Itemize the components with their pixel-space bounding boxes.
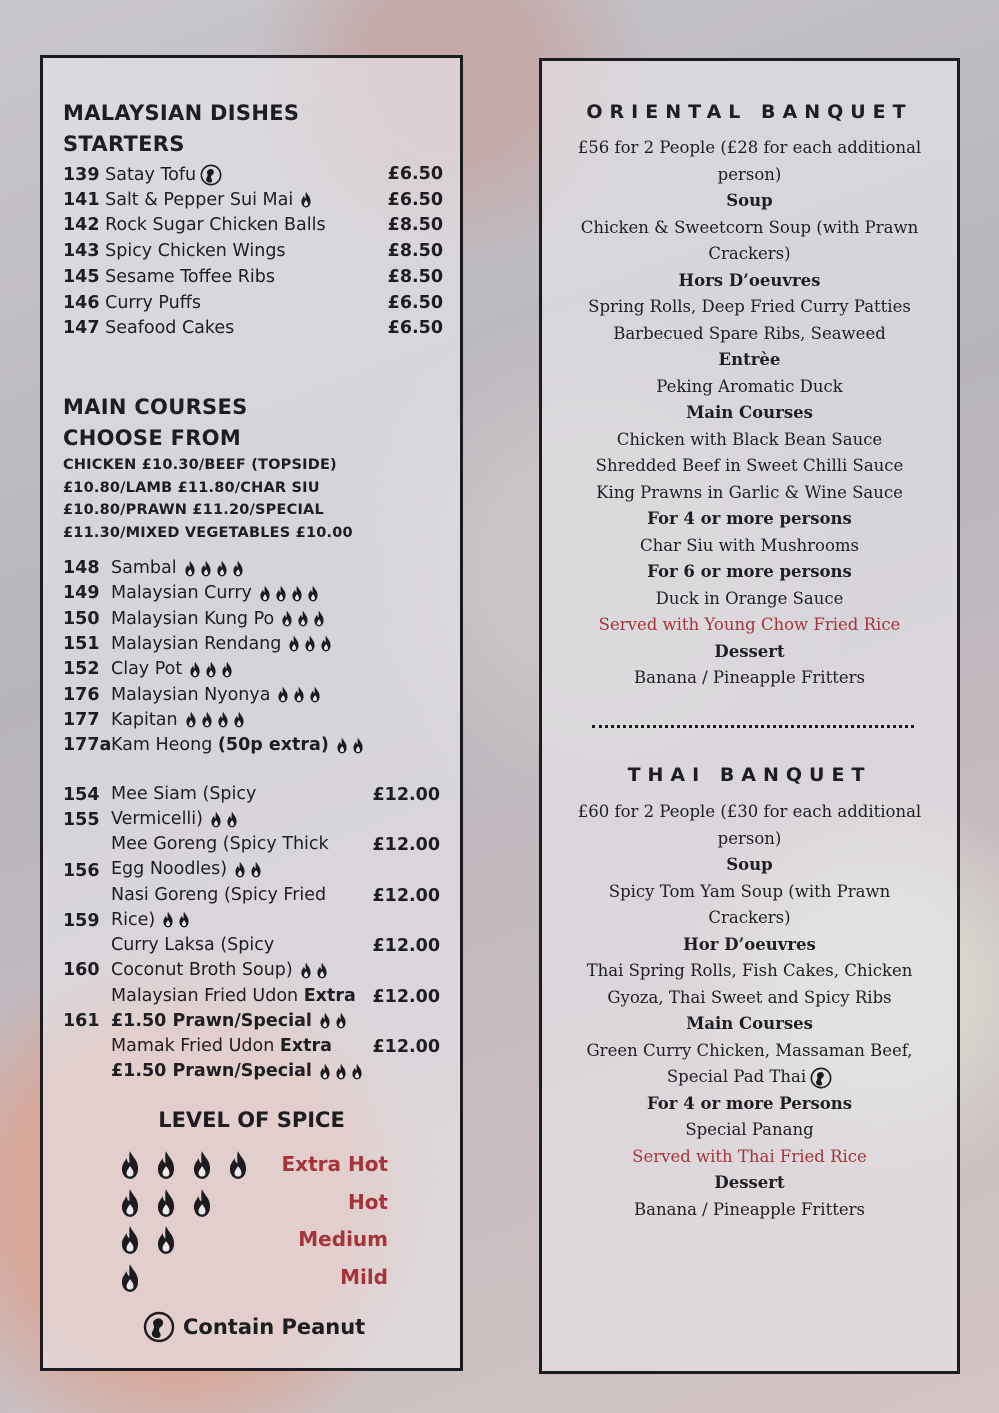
course-text: Soup bbox=[726, 855, 773, 874]
item-name-text: Curry Laksa (Spicy bbox=[111, 935, 275, 956]
item-price: £12.00 bbox=[372, 1037, 440, 1057]
flame-icon bbox=[225, 811, 239, 828]
flame-icon bbox=[161, 911, 175, 928]
starter-item bbox=[63, 267, 443, 293]
item-name-text: Malaysian Nyonya bbox=[111, 684, 271, 705]
course-line bbox=[562, 480, 937, 507]
item-name: Spicy Chicken Wings bbox=[105, 241, 286, 262]
protein-line: CHICKEN £10.30/BEEF (TOPSIDE) bbox=[63, 457, 337, 473]
peanut-legend bbox=[143, 1311, 365, 1343]
course-text: Chicken & Sweetcorn Soup (with Prawn bbox=[580, 217, 919, 237]
course-text: Soup bbox=[726, 191, 773, 210]
item-number: 143 bbox=[63, 241, 100, 262]
course-text: King Prawns in Garlic & Wine Sauce bbox=[596, 482, 903, 502]
item-number: 154 bbox=[63, 785, 100, 805]
flame-icon bbox=[233, 861, 247, 878]
course-text: £56 for 2 People (£28 for each additional bbox=[577, 138, 922, 157]
course-line bbox=[562, 665, 937, 692]
noodle-item bbox=[111, 782, 256, 832]
spice-level-row bbox=[118, 1263, 388, 1297]
course-line bbox=[562, 985, 937, 1012]
course-text: Special Pad Thai bbox=[666, 1067, 807, 1086]
item-name: Sesame Toffee Ribs bbox=[105, 266, 276, 287]
item-name-text: Malaysian Curry bbox=[111, 583, 252, 604]
course-line bbox=[562, 799, 937, 826]
course-text: person) bbox=[717, 828, 782, 848]
course-text: £60 for 2 People (£30 for each additional bbox=[577, 802, 922, 821]
starter-item bbox=[63, 241, 443, 267]
item-number: 156 bbox=[63, 861, 100, 881]
flame-icon bbox=[318, 1012, 332, 1029]
item-name-text: Kapitan bbox=[111, 709, 178, 730]
item-name bbox=[111, 634, 333, 654]
course-line bbox=[562, 905, 937, 932]
protein-price-list bbox=[63, 454, 363, 544]
noodle-line-1 bbox=[111, 883, 326, 908]
noodle-line-2 bbox=[111, 1009, 356, 1034]
flame-icon bbox=[280, 610, 294, 627]
protein-line: £11.30/MIXED VEGETABLES £10.00 bbox=[63, 524, 353, 541]
course-text: Served with Young Chow Fried Rice bbox=[598, 615, 901, 634]
item-number: 177a bbox=[63, 735, 112, 756]
spice-flames bbox=[184, 711, 246, 728]
course-heading bbox=[562, 1170, 937, 1197]
course-line bbox=[562, 826, 937, 853]
flame-icon bbox=[188, 661, 202, 678]
course-line bbox=[562, 241, 937, 268]
item-name-text: Vermicelli) bbox=[111, 809, 203, 829]
flame-icon bbox=[334, 1012, 348, 1029]
spice-flames bbox=[287, 635, 333, 652]
item-number: 141 bbox=[63, 189, 100, 210]
flame-icon bbox=[287, 635, 301, 652]
flame-icon bbox=[199, 560, 213, 577]
course-heading bbox=[562, 400, 937, 427]
course-text: Dessert bbox=[714, 1173, 785, 1192]
thai-banquet-title: THAI BANQUET bbox=[627, 764, 872, 786]
item-price: £12.00 bbox=[372, 885, 440, 906]
item-number: 152 bbox=[63, 659, 100, 680]
item-name: Satay Tofu bbox=[105, 165, 197, 185]
course-line bbox=[562, 374, 937, 401]
main-course-item bbox=[63, 583, 443, 608]
course-heading bbox=[562, 347, 937, 374]
item-price: £12.00 bbox=[372, 986, 440, 1007]
item-name-text: Mamak Fried Udon bbox=[111, 1036, 275, 1056]
flame-icon bbox=[292, 686, 306, 703]
spice-level-row bbox=[118, 1188, 388, 1222]
item-name: Salt & Pepper Sui Mai bbox=[105, 189, 294, 210]
item-name-text: Sambal bbox=[111, 558, 177, 578]
item-price: £6.50 bbox=[387, 292, 443, 313]
course-text: Hors D’oeuvres bbox=[678, 270, 821, 290]
peanut-legend-label: Contain Peanut bbox=[183, 1315, 366, 1339]
spice-level-label: Medium bbox=[298, 1227, 388, 1251]
item-name bbox=[111, 583, 320, 603]
main-courses-heading: MAIN COURSES bbox=[63, 395, 248, 419]
course-line bbox=[562, 215, 937, 242]
course-line bbox=[562, 427, 937, 454]
course-line bbox=[562, 1064, 937, 1091]
spice-flames bbox=[299, 962, 329, 979]
flame-icon bbox=[308, 686, 322, 703]
item-price: £12.00 bbox=[372, 936, 440, 957]
flame-icon bbox=[315, 962, 329, 979]
flame-icon bbox=[299, 962, 313, 979]
spice-level-label: Mild bbox=[340, 1264, 388, 1289]
course-line bbox=[562, 879, 937, 906]
item-number: 142 bbox=[63, 215, 100, 236]
spice-level-row bbox=[118, 1150, 388, 1184]
course-text: Gyoza, Thai Sweet and Spicy Ribs bbox=[607, 987, 892, 1007]
course-text: Duck in Orange Sauce bbox=[655, 588, 844, 608]
course-text: Served with Thai Fried Rice bbox=[632, 1146, 867, 1166]
flame-icon bbox=[154, 1225, 178, 1259]
item-number: 151 bbox=[63, 633, 100, 654]
noodle-item bbox=[111, 832, 329, 882]
course-heading bbox=[562, 1091, 937, 1118]
course-text: Main Courses bbox=[686, 403, 813, 422]
flame-icon bbox=[184, 711, 198, 728]
spice-flames bbox=[188, 661, 234, 678]
item-price: £8.50 bbox=[387, 241, 443, 262]
flame-icon bbox=[220, 661, 234, 678]
item-number: 159 bbox=[63, 911, 100, 931]
flame-icon bbox=[299, 191, 313, 208]
course-text: For 4 or more Persons bbox=[646, 1093, 853, 1113]
main-course-item bbox=[63, 558, 443, 583]
item-price: £8.50 bbox=[387, 266, 443, 287]
item-name bbox=[111, 609, 326, 629]
noodle-line-2 bbox=[111, 857, 329, 882]
spice-flames bbox=[161, 911, 191, 928]
course-text: Crackers) bbox=[708, 244, 791, 263]
spice-flames bbox=[233, 861, 263, 878]
course-text: Banana / Pineapple Fritters bbox=[634, 668, 865, 687]
item-number: 146 bbox=[63, 292, 100, 313]
peanut-icon bbox=[200, 164, 222, 186]
banquet-panel bbox=[539, 58, 960, 1374]
flame-icon bbox=[258, 585, 272, 602]
noodle-line-1 bbox=[111, 832, 329, 857]
flame-icon bbox=[154, 1150, 178, 1184]
course-line bbox=[562, 453, 937, 480]
flame-icon bbox=[296, 610, 310, 627]
flame-icon bbox=[215, 560, 229, 577]
course-text: For 6 or more persons bbox=[647, 562, 852, 581]
course-line bbox=[562, 958, 937, 985]
item-price: £6.50 bbox=[387, 164, 443, 184]
item-number: 147 bbox=[63, 318, 100, 339]
item-extra-charge: Extra bbox=[279, 1036, 332, 1056]
spice-flames bbox=[318, 1063, 364, 1080]
peanut-icon bbox=[143, 1311, 175, 1343]
course-line bbox=[562, 533, 937, 560]
course-text: Shredded Beef in Sweet Chilli Sauce bbox=[595, 456, 904, 475]
spice-level-label: Hot bbox=[347, 1189, 388, 1214]
noodle-item bbox=[111, 883, 326, 933]
course-heading bbox=[562, 852, 937, 879]
flame-icon bbox=[319, 635, 333, 652]
noodle-item bbox=[111, 1034, 364, 1084]
course-line bbox=[562, 1038, 937, 1065]
flame-icon bbox=[290, 585, 304, 602]
item-name bbox=[111, 659, 234, 679]
spice-level-row bbox=[118, 1225, 388, 1259]
thai-banquet-body bbox=[562, 799, 937, 1223]
item-number: 177 bbox=[63, 709, 100, 730]
oriental-banquet-body bbox=[562, 135, 937, 692]
course-text: Green Curry Chicken, Massaman Beef, bbox=[586, 1040, 913, 1060]
item-number: 139 bbox=[63, 165, 100, 185]
flame-icon bbox=[226, 1150, 250, 1184]
flame-icon bbox=[232, 711, 246, 728]
flame-icon bbox=[231, 560, 245, 577]
item-name: Rock Sugar Chicken Balls bbox=[105, 215, 326, 236]
starter-item bbox=[63, 164, 443, 190]
course-text: Peking Aromatic Duck bbox=[656, 376, 843, 396]
item-extra-charge: £1.50 Prawn/Special bbox=[111, 1061, 312, 1081]
course-text: Dessert bbox=[714, 641, 785, 661]
flame-icon bbox=[249, 861, 263, 878]
flame-icon bbox=[204, 661, 218, 678]
starter-item bbox=[63, 190, 443, 216]
flame-icon bbox=[183, 560, 197, 577]
peanut-icon bbox=[810, 1067, 832, 1089]
flame-icon bbox=[118, 1150, 142, 1184]
course-heading bbox=[562, 559, 937, 586]
course-text: Hor D’oeuvres bbox=[683, 934, 816, 954]
item-name: Seafood Cakes bbox=[105, 318, 235, 339]
item-name-text: Malaysian Rendang bbox=[111, 633, 282, 654]
item-name bbox=[111, 558, 245, 578]
main-course-item bbox=[63, 609, 443, 634]
flame-icon bbox=[118, 1263, 142, 1297]
course-text: person) bbox=[717, 164, 782, 184]
item-name-text: Kam Heong bbox=[111, 735, 213, 756]
course-heading bbox=[562, 506, 937, 533]
protein-line: £10.80/PRAWN £11.20/SPECIAL bbox=[63, 502, 324, 518]
flame-icon bbox=[335, 737, 349, 754]
item-extra-charge: £1.50 Prawn/Special bbox=[111, 1010, 312, 1031]
choose-from-heading: CHOOSE FROM bbox=[63, 426, 242, 450]
starters-heading: STARTERS bbox=[63, 132, 185, 156]
item-name-text: Clay Pot bbox=[111, 659, 183, 680]
spice-flames bbox=[183, 560, 245, 577]
item-extra-charge: Extra bbox=[303, 985, 356, 1006]
item-number: 149 bbox=[63, 583, 100, 604]
item-name-text: Rice) bbox=[111, 909, 156, 930]
noodle-item bbox=[111, 933, 329, 983]
flame-icon bbox=[216, 711, 230, 728]
main-course-item bbox=[63, 659, 443, 684]
spice-flames bbox=[335, 737, 365, 754]
noodle-item bbox=[111, 984, 356, 1034]
flame-icon bbox=[306, 585, 320, 602]
flame-icon bbox=[118, 1188, 142, 1222]
course-heading bbox=[562, 268, 937, 295]
item-name bbox=[111, 710, 246, 730]
flame-icon bbox=[312, 610, 326, 627]
item-name-text: Nasi Goreng (Spicy Fried bbox=[111, 884, 327, 905]
spice-level-title: LEVEL OF SPICE bbox=[158, 1108, 345, 1132]
spice-level-label: Extra Hot bbox=[281, 1152, 388, 1176]
item-number: 161 bbox=[63, 1011, 100, 1031]
starter-item bbox=[63, 215, 443, 241]
course-heading bbox=[562, 932, 937, 959]
spice-flames bbox=[318, 1012, 348, 1029]
item-price: £6.50 bbox=[387, 318, 443, 339]
item-name-text: Malaysian Kung Po bbox=[111, 608, 275, 629]
course-line bbox=[562, 294, 937, 321]
item-name-text: Mee Goreng (Spicy Thick bbox=[111, 834, 329, 855]
item-name-text: Coconut Broth Soup) bbox=[111, 960, 293, 981]
noodle-line-2 bbox=[111, 1059, 364, 1084]
course-line bbox=[562, 1144, 937, 1171]
course-line bbox=[562, 612, 937, 639]
flame-icon bbox=[190, 1188, 214, 1222]
item-price: £12.00 bbox=[372, 835, 440, 856]
course-text: Crackers) bbox=[708, 908, 791, 927]
protein-line: £10.80/LAMB £11.80/CHAR SIU bbox=[63, 479, 320, 496]
spice-flames bbox=[299, 191, 313, 208]
course-heading bbox=[562, 639, 937, 666]
course-text: Char Siu with Mushrooms bbox=[639, 535, 860, 555]
item-number: 145 bbox=[63, 266, 100, 287]
flame-icon bbox=[351, 737, 365, 754]
item-name-text: Egg Noodles) bbox=[111, 859, 228, 880]
section-divider bbox=[592, 725, 914, 728]
flame-icon bbox=[303, 635, 317, 652]
flame-icon bbox=[190, 1150, 214, 1184]
starter-item bbox=[63, 318, 443, 344]
flame-icon bbox=[350, 1063, 364, 1080]
course-text: Spicy Tom Yam Soup (with Prawn bbox=[608, 881, 891, 901]
item-name: Curry Puffs bbox=[105, 292, 201, 313]
noodle-line-1 bbox=[111, 984, 356, 1009]
course-text: Main Courses bbox=[686, 1014, 813, 1033]
item-number: 155 bbox=[63, 810, 100, 830]
item-number: 148 bbox=[63, 558, 100, 578]
course-text: Barbecued Spare Ribs, Seaweed bbox=[613, 323, 886, 343]
noodle-line-2 bbox=[111, 958, 329, 983]
course-heading bbox=[562, 1011, 937, 1038]
course-line bbox=[562, 1197, 937, 1224]
flame-icon bbox=[334, 1063, 348, 1080]
spice-flames bbox=[258, 585, 320, 602]
course-line bbox=[562, 1117, 937, 1144]
item-extra-charge: (50p extra) bbox=[217, 735, 329, 756]
item-number: 160 bbox=[63, 960, 100, 980]
flame-icon bbox=[154, 1188, 178, 1222]
main-course-item bbox=[63, 710, 443, 735]
flame-icon bbox=[274, 585, 288, 602]
noodle-line-1 bbox=[111, 1034, 364, 1059]
course-text: Entrèe bbox=[718, 350, 781, 369]
oriental-banquet-title: ORIENTAL BANQUET bbox=[586, 101, 913, 123]
item-price: £8.50 bbox=[387, 215, 443, 236]
course-line bbox=[562, 321, 937, 348]
course-line bbox=[562, 162, 937, 189]
item-price: £6.50 bbox=[387, 189, 443, 210]
item-price: £12.00 bbox=[372, 785, 440, 805]
noodle-line-2 bbox=[111, 908, 326, 933]
flame-icon bbox=[177, 911, 191, 928]
course-text: For 4 or more persons bbox=[647, 509, 852, 528]
flame-icon bbox=[200, 711, 214, 728]
course-text: Special Panang bbox=[685, 1120, 814, 1139]
main-course-item bbox=[63, 685, 443, 710]
course-line bbox=[562, 135, 937, 162]
malaysian-heading: MALAYSIAN DISHES bbox=[63, 101, 300, 125]
flame-icon bbox=[118, 1225, 142, 1259]
noodle-line-1 bbox=[111, 933, 329, 958]
main-course-item bbox=[63, 634, 443, 659]
course-line bbox=[562, 586, 937, 613]
item-name-text: Mee Siam (Spicy bbox=[111, 784, 257, 804]
item-number: 176 bbox=[63, 684, 100, 705]
noodle-line-1 bbox=[111, 782, 256, 807]
item-name-text: Malaysian Fried Udon bbox=[111, 985, 299, 1006]
malaysian-menu-panel bbox=[40, 55, 463, 1371]
course-text: Chicken with Black Bean Sauce bbox=[616, 429, 883, 449]
item-name bbox=[111, 685, 322, 705]
course-text: Thai Spring Rolls, Fish Cakes, Chicken bbox=[586, 961, 913, 980]
starter-item bbox=[63, 293, 443, 319]
noodle-line-2 bbox=[111, 807, 256, 832]
main-course-item bbox=[63, 735, 443, 760]
course-text: Spring Rolls, Deep Fried Curry Patties bbox=[588, 297, 911, 316]
course-text: Banana / Pineapple Fritters bbox=[634, 1199, 865, 1219]
item-name bbox=[111, 735, 365, 755]
course-heading bbox=[562, 188, 937, 215]
spice-flames bbox=[276, 686, 322, 703]
flame-icon bbox=[276, 686, 290, 703]
item-number: 150 bbox=[63, 608, 100, 629]
flame-icon bbox=[209, 811, 223, 828]
spice-flames bbox=[209, 811, 239, 828]
spice-flames bbox=[280, 610, 326, 627]
flame-icon bbox=[318, 1063, 332, 1080]
